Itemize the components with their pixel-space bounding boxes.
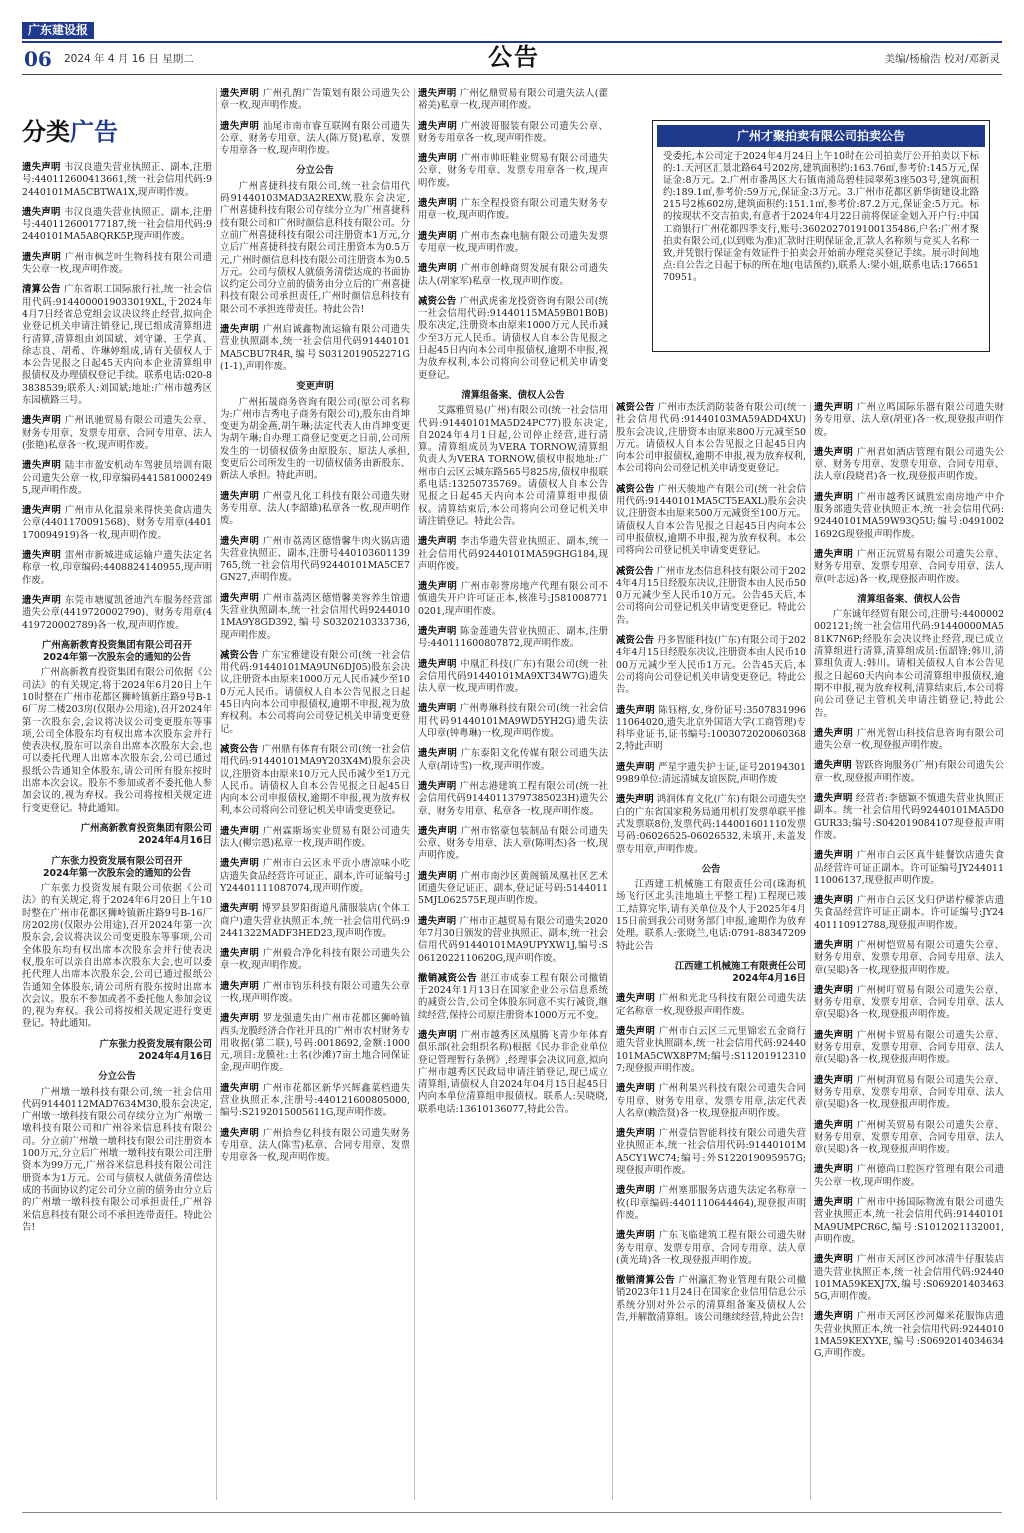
notice-label: 遗失声明: [418, 230, 458, 242]
notice-item: [418, 916, 608, 965]
notice-text: 广州市枫芝叶生物科技有限公司遗失公章一枚,现声明作废。: [22, 251, 212, 276]
notice-item: [814, 850, 1004, 887]
notice-text: 广东诚年经贸有限公司,注册号:4400002002121;统一社会信用代码:91440000MA581K7N6P;经股东会决议终止经营,现已成立清算组进行清算,清算组成员:伍韶锋;韩川,清算组负责人:韩川。请相关债权人自本公告见报之日起60天内向本公司清算组申报债权,逾期不申报,视为放弃权利,清算结束后,本公司将向公司登记主管机关申请注销登记,特此公告。: [814, 609, 1004, 719]
notice-label: 遗失声明: [418, 658, 457, 670]
notice-label: 遗失声明: [220, 1013, 260, 1025]
notice-item: [220, 858, 410, 895]
notice-text: 广州市杰森电脑有限公司遗失发票专用章一枚,现声明作废。: [418, 230, 608, 254]
notice-label: 遗失声明: [814, 1119, 854, 1131]
notice-label: 减资公告: [616, 402, 655, 413]
notice-text: 广州树湃贸易有限公司遗失公章、财务专用章、发票专用章、合同专用章、法人章(吴聪)各一枚,现登报声明作废。: [814, 1074, 1004, 1111]
notice-label: 遗失声明: [220, 88, 260, 99]
notice-item: [220, 948, 410, 973]
notice-label: 遗失声明: [418, 88, 457, 99]
notice-text: 陈钰榕,女,身份证号:350783199611064020,遗失北京外国语大学(工商管理)专科毕业证书,证书编号:10030720200603682,特此声明: [616, 704, 806, 753]
notice-text: 广州市越秀区诚胜宏南房地产中介服务部遗失营业执照正本,统一社会信用代码:92440101MA59W93Q5U;编号:04910021692G现登报声明作废。: [814, 491, 1004, 540]
notice-label: 遗失声明: [418, 625, 457, 637]
notice-label: 遗失声明: [220, 324, 260, 336]
notice-item: [220, 536, 410, 585]
notice-label: 遗失声明: [814, 939, 854, 951]
notice-item: [814, 402, 1004, 439]
notice-item: [814, 609, 1004, 720]
notice-text: 广州粤琳科技有限公司(统一社会信用代码91440101MA9WD5YH2G)遗失法人印章(钟粤琳)一枚,现声明作废。: [418, 703, 608, 740]
notice-heading: 分立公告: [296, 165, 334, 177]
notice-text: 丹多智能科技(广东)有限公司于2024年4月15日经股东决议,注册资本由人民币1000万元减少至人民币1万元。公告45天后,本公司将向公司登记机关申请变更登记。特此公告。: [616, 635, 806, 696]
notice-item: [616, 794, 806, 855]
notice-heading: 公告: [701, 863, 721, 875]
notice-text: 广州市白云区三元里锦宏五金商行遗失营业执照副本,统一社会信用代码:92440101MA5CWX8P7M;编号:S112019123107;现登报声明作废。: [616, 1026, 806, 1074]
column-5: [814, 402, 1004, 1500]
notice-text: 广东张力投资发展有限公司依据《公司法》的有关规定,将于2024年6月20日上午10时整在广州市花都区狮岭镇新庄路9号B-16厂房202房(仅限办公用途),召开2024年第一次股东会,会议将决议公司变更股东等事项,公司全体股东均有权出席本次股东会并行使表决权,股东可以亲自出席本次股东大会,也可以委托代理人出席本次股东会,公司已通过报纸公告通知全体股东,请公司所有股东按时出席本次会议。股东不参加或者不委托他人参加会议的,视为弃权。我公司将按相关规定进行变更登记。特此通知。: [22, 883, 212, 1030]
notice-item: [616, 1230, 806, 1267]
notice-item: [814, 1164, 1004, 1189]
notice-label: 遗失声明: [220, 1127, 260, 1139]
notice-text: 广州立鸣国际乐器有限公司遗失财务专用章、法人章(胡亚)各一枚,现登报声明作废。: [814, 402, 1004, 438]
notice-item: [418, 405, 608, 528]
notice-label: 遗失声明: [814, 402, 854, 413]
notice-label: 遗失声明: [814, 1197, 854, 1209]
notice-item: [418, 781, 608, 818]
notice-label: 遗失声明: [22, 251, 62, 263]
notice-label: 遗失声明: [418, 780, 457, 792]
notice-text: 广州君如酒店管理有限公司遗失公章、财务专用章、发票专用章、合同专用章、法人章(段晓君)各一枚,现登报声明作废。: [814, 446, 1004, 483]
notice-text: 广州和光北马科技有限公司遗失法定名称章一枚,现登报声明作废。: [616, 993, 806, 1017]
notice-text: 广州正沅贸易有限公司遗失公章、财务专用章、发票专用章、合同专用章、法人章(叶志远)各一枚,现登报声明作废。: [814, 548, 1004, 585]
notice-signature: 江西建工机械施工有限责任公司 2024年4月16日: [674, 960, 806, 985]
notice-item: [814, 1197, 1004, 1246]
notice-text: 韦汉良遗失营业执照正、副本,注册号:440112600177187,统一社会信用代码:92440101MA5A8QRK5P,现声明作废。: [22, 206, 212, 243]
notice-item: [616, 705, 806, 754]
classified-heading-b: 广告: [70, 118, 118, 146]
notice-item: [220, 1128, 410, 1165]
notice-item: [220, 88, 410, 113]
notice-label: 减资公告: [616, 483, 655, 495]
notice-item: [616, 879, 806, 953]
notice-label: 遗失声明: [814, 727, 854, 739]
notice-item: [418, 748, 608, 773]
notice-text: 广州市铭豪包装制品有限公司遗失公章、财务专用章、法人章(陈明杰)各一枚,现声明作废。: [418, 825, 608, 862]
notice-item: [814, 1254, 1004, 1303]
notice-label: 遗失声明: [418, 870, 458, 882]
notice-item: [814, 940, 1004, 977]
notice-item: [616, 402, 806, 476]
notice-label: 遗失声明: [616, 794, 654, 806]
notice-item: [418, 88, 608, 113]
notice-heading: 清算组备案、债权人公告: [461, 389, 565, 401]
notice-text: 广州市白云区戈归伊诺柠檬茶店遗失食品经营许可证正副本。许可证编号:JY24401110912788,现登报声明作废。: [814, 895, 1004, 931]
notice-item: [22, 460, 212, 497]
notice-text: 广州武虎雀龙投资咨询有限公司(统一社会信用代码:91440115MA59B01B0B)股东决定,注册资本由原来1000万元人民币减少至3万元人民币。请债权人自本公告见报之日起45日内向本公司申报债权,逾期不申报,视为放弃权利,本公司将向公司登记机关申请变更登记。: [418, 295, 608, 381]
notice-item: [22, 207, 212, 244]
notice-item: [418, 153, 608, 190]
auction-body: 受委托,本公司定于2024年4月24日上午10时在公司拍卖厅公开拍卖以下标的:1.天河区汇景北路64号202房,建筑面积约:163.76㎡,参考价:145万元,保证金:8万元。2.广州市番禺区大石镇南浦岛碧桂园翠苑3座503号,建筑面积约:189.1㎡,参考价:59万元,保证金:3万元。3.广州市花都区新华街建设北路215号2栋602房,建筑面积约:151.1㎡,参考价:87.2万元,保证金:5万元。标的按现状不交吉拍卖,有意者于2024年4月22日前将保证金划入开户行:中国工商银行广州花都四季支行,账号:3602027019100135486,户名:广州才聚拍卖有限公司,(以到账为准)汇款时注明保证金,汇款人名称须与竞买人名称一致,并凭银行保证金有效证件于拍卖会开始前办理竞买登记手续。展示时间地点:自公告之日起于标的所在地(电话预约),联系人:梁小姐,联系电话:17665170951。: [663, 151, 979, 283]
notice-label: 遗失声明: [814, 760, 852, 772]
notice-text: 广州波哥服装有限公司遗失公章、财务专用章各一枚,现声明作废。: [418, 120, 608, 144]
notice-item: [220, 650, 410, 736]
notice-item: [616, 762, 806, 787]
column-divider: [414, 88, 415, 1500]
notice-heading: 分立公告: [98, 1071, 136, 1083]
notice-label: 遗失声明: [616, 1083, 656, 1095]
notice-text: 广州市从化温泉来得快美食店遗失公章(4401170091568)、财务专用章(4401170094919)各一枚,现声明作废。: [22, 505, 212, 541]
notice-item: [616, 1275, 806, 1324]
notice-label: 减资公告: [616, 565, 654, 577]
notice-label: 撤销减资公告: [418, 972, 478, 984]
notice-text: 广州市天河区沙河冰清牛仔服装店遗失营业执照正本,统一社会信用代码:92440101MA59KEXJ7X,编号:S0692014034635G,声明作废。: [814, 1254, 1004, 1303]
notice-item: [22, 667, 212, 815]
notice-text: 广州市荔湾区德惜馨牛肉火锅店遗失营业执照正、副本,注册号440103601139765,统一社会信用代码92440101MA5CE7GN27,声明作废。: [220, 535, 410, 584]
notice-label: 遗失声明: [220, 535, 260, 547]
notice-text: 江西建工机械施工有限责任公司(珠海机场飞行区北头洼地填土平整工程)工程现已竣工,结算完毕,请有关单位及个人于2025年4月15日前到我公司财务部门申报,逾期作为放弃处理。联系人:张晓兰,电话:0791-88347209特此公告: [616, 879, 806, 952]
notice-item: [418, 871, 608, 908]
notice-text: 广州光智山科技信息咨询有限公司遗失公章一枚,现登报声明作废。: [814, 727, 1004, 752]
page-number: 06: [24, 47, 52, 71]
notice-label: 遗失声明: [220, 948, 260, 960]
notice-item: [418, 296, 608, 382]
notice-label: 遗失声明: [616, 1128, 656, 1140]
notice-item: [616, 566, 806, 627]
notice-item: [616, 1185, 806, 1222]
notice-label: 遗失声明: [616, 1185, 656, 1197]
notice-item: [814, 895, 1004, 932]
notice-label: 清算公告: [22, 284, 61, 296]
notice-text: 中凰汇科技(广东)有限公司(统一社会信用代码91440101MA9XT34W7G)遗失法人章一枚,现声明作废。: [418, 658, 608, 695]
notice-item: [814, 492, 1004, 541]
notice-label: 减资公告: [220, 743, 259, 755]
notice-text: 罗龙强遗失由广州市花都区狮岭镇西头龙膜经济合作社开具的广州市农村财务专用收据(第二联),号码:0018692,金额:1000元,项目:龙膜社:土名(沙滩)7亩土地合同保证金,现声明作废。: [220, 1013, 410, 1074]
notice-item: [418, 826, 608, 863]
notice-text: 广州市龙杰信息科技有限公司于2024年4月15日经股东决议,注册资本由人民币500万元减少至人民币10万元。公告45天后,本公司将向公司登记机关申请变更登记。特此公告。: [616, 565, 806, 626]
notice-label: 遗失声明: [22, 415, 62, 427]
notice-label: 遗失声明: [814, 548, 854, 560]
notice-item: [220, 744, 410, 818]
notice-label: 撤销清算公告: [616, 1275, 676, 1287]
notice-label: 遗失声明: [814, 1254, 854, 1266]
notice-item: [418, 263, 608, 288]
notice-item: [418, 581, 608, 618]
notice-label: 遗失声明: [220, 490, 260, 502]
section-title: 公告: [488, 42, 540, 71]
notice-text: 广州市正越贸易有限公司遗失2020年7月30日颁发的营业执照正、副本,统一社会信用代码91440101MA9UPYXW1J,编号:S0612022110620G,现声明作废。: [418, 915, 608, 964]
notice-label: 遗失声明: [418, 703, 457, 715]
column-3: [418, 88, 608, 1500]
notice-text: 广东宝雅建设有限公司(统一社会信用代码:91440101MA9UN6DJ05)股东会决议,注册资本由原来1000万元人民币减少至100万元人民币。请债权人自本公告见报之日起45日内向本公司申报债权,逾期不申报,视为放弃权利。本公司将向公司登记机关申请变更登记。: [220, 649, 410, 735]
column-4: [616, 402, 806, 1500]
notice-label: 遗失声明: [616, 1026, 656, 1038]
notice-text: 广州市白云区真牛蛙餐饮店遗失食品经营许可证正副本。许可证编号JY24401111006137,现登报声明作废。: [814, 850, 1004, 886]
notice-item: [220, 1083, 410, 1120]
notice-label: 减资公告: [616, 635, 654, 647]
notice-text: 广州喜捷科技有限公司,统一社会信用代码91440103MAD3A2REXW,股东会决定,广州喜捷科技有限公司存续分立为广州喜捷科技有限公司和广州时颜信息科技有限公司。分立前广州喜捷科技有限公司注册资本1万元,分立后广州喜捷科技有限公司注册资本为0.5万元,广州时颜信息科技有限公司注册资本为0.5万元。公司与债权人就债务清偿达成的书面协议约定公司分立前的债务由分立后的广州喜捷科技有限公司承担责任,广州时颜信息科技有限公司不承担连带责任。特此公告!: [220, 180, 410, 315]
notice-text: 广州拓晟商务咨询有限公司(原公司名称为:广州市吉秀电子商务有限公司),股东由肖坤变更为胡金燕,胡午琳;法定代表人由肖坤变更为胡午琳;自办理工商登记变更之日前,公司所发生的一切债权债务由原股东、原法人承担,变更后公司所发生的一切债权债务由新股东、新法人承担。特此声明。: [220, 396, 410, 482]
notice-signature: 广东张力投资发展有限公司 2024年4月16日: [99, 1038, 212, 1062]
notice-text: 广州市彰誉房地产代理有限公司不慎遗失开户许可证正本,核准号:J5810087710201,现声明作废。: [418, 581, 608, 617]
notice-label: 遗失声明: [22, 460, 62, 472]
column-1-notices: [22, 162, 212, 1234]
notice-text: 湛江市成泰工程有限公司撤销于2024年1月13日在国家企业公示信息系统的减资公告,公司全体股东同意不实行减资,继续经营,保持公司原注册资本1000万元不变。: [418, 972, 608, 1021]
notice-item: [220, 826, 410, 851]
notice-item: [220, 324, 410, 373]
notice-label: 遗失声明: [814, 850, 854, 862]
notice-label: 遗失声明: [418, 120, 458, 132]
notice-item: [220, 1013, 410, 1074]
notice-label: 遗失声明: [418, 581, 458, 593]
notice-label: 遗失声明: [418, 198, 458, 210]
notice-label: 遗失声明: [814, 984, 854, 996]
notice-text: 广州瀛汇物业管理有限公司撤销2023年11月24日在国家企业信用信息公示系统分别对外公示的清算组备案及债权人公告,并解散清算组。该公司继续经营,特此公告!: [616, 1275, 806, 1323]
notice-item: [418, 1030, 608, 1116]
notice-text: 广州天骏地产有限公司(统一社会信用代码:91440101MA5CT5EAXL)股东会决议,注册资本由原来500万元减资至100万元。请债权人自本公告见报之日起45日内向本公司申报债权,逾期不申报,视为放弃权利。本公司将向公司登记机关申请变更登记。: [616, 483, 806, 557]
notice-item: [616, 993, 806, 1018]
notice-item: [814, 549, 1004, 586]
notice-text: 广州启诚鑫物流运输有限公司遗失营业执照副本,统一社会信用代码91440101MA5CBU7R4R,编号S0312019052271G(1-1),声明作废。: [220, 324, 410, 372]
notice-label: 遗失声明: [616, 1230, 656, 1242]
notice-text: 严星宇遗失护士证,证号201943019989单位:清远清城友谊医院,声明作废: [616, 761, 806, 786]
masthead-tag: 广东建设报: [22, 22, 94, 39]
notice-item: [418, 626, 608, 651]
notice-text: 广州利果兴科技有限公司遗失合同专用章、财务专用章、发票专用章,法定代表人名章(赖浩贤)各一枚,现登报声明作废。: [616, 1083, 806, 1119]
bottom-rule: [22, 1512, 1002, 1513]
notice-heading: 清算组备案、债权人公告: [857, 593, 961, 605]
notice-label: 遗失声明: [814, 491, 854, 503]
notice-heading: 广东张力投资发展有限公司召开 2024年第一次股东会的通知的公告: [43, 855, 191, 879]
notice-text: 广州市花都区新华兴辉鑫菜档遗失营业执照正本,注册号:440121600805000,编号:S2192015005611G,现声明作废。: [220, 1082, 410, 1119]
notice-label: 遗失声明: [814, 1164, 854, 1176]
notice-label: 遗失声明: [814, 793, 853, 805]
notice-item: [418, 198, 608, 223]
notice-label: 减资公告: [220, 649, 259, 661]
notice-text: 汕尾市南市睿互联网有限公司遗失公章、财务专用章、法人(陈万贤)私章、发票专用章各一枚,现声明作废。: [220, 120, 410, 157]
notice-text: 广州市中扬国际物流有限公司遗失营业执照正本,统一社会信用代码:91440101MA9UMPCR6C,编号:S1012021132001,声明作废。: [814, 1197, 1004, 1245]
notice-item: [22, 162, 212, 199]
notice-text: 鸿润体育文化(广东)有限公司遗失空白的广东省国家税务局通用机打发票单联平推式发票联8份,发票代码:144001601110发票号码:06026525-06026532,未填开,未盖发票专用章,声明作废。: [616, 794, 806, 855]
notice-label: 减资公告: [418, 295, 457, 307]
notice-label: 遗失声明: [220, 592, 260, 604]
notice-label: 遗失声明: [22, 594, 62, 606]
notice-text: 雷州市新城进成运输户遗失法定名称章一枚,印章编码:4408824140955,现声明作废。: [22, 550, 212, 586]
notice-label: 遗失声明: [22, 505, 62, 517]
notice-item: [418, 121, 608, 146]
notice-text: 广州市天河区沙河爆米花服饰店遗失营业执照正本,统一社会信用代码:92440101MA59KEXYXE,编号:S0692014034634G,声明作废。: [814, 1311, 1004, 1360]
notice-text: 广州树卡贸易有限公司遗失公章、财务专用章、发票专用章、合同专用章、法人章(吴聪)各一枚,现登报声明作废。: [814, 1029, 1004, 1066]
notice-text: 广东全程投资有限公司遗失财务专用章一枚,现声明作废。: [418, 198, 608, 222]
column-2: [220, 88, 410, 1500]
notice-item: [814, 447, 1004, 484]
notice-text: 广州讯驰贸易有限公司遗失公章、财务专用章、发票专用章、合同专用章、法人(张艳)私章各一枚,现声明作废。: [22, 415, 212, 451]
notice-text: 广州高新教育投资集团有限公司依据《公司法》的有关规定,将于2024年6月20日上午10时整在广州市花都区狮岭镇新庄路9号B-16厂房二楼203房(仅限办公用途),召开2024年第一次股东会,会议将决议公司变更股东等事项,公司全体股东均有权出席本次股东会并行使表决权,股东可以亲自出席本次股东大会,也可以委托代理人出席本次股东会,公司已通过报纸公告通知全体股东,请公司所有股东按时出席本次会议。股东不参加或者不委托他人参加会议的,视为弃权。我公司将按相关规定进行变更登记。特此通知。: [22, 667, 212, 814]
notice-label: 遗失声明: [616, 704, 656, 716]
notice-text: 广州树芙贸易有限公司遗失公章、财务专用章、发票专用章、合同专用章、法人章(吴聪)各一枚,现登报声明作废。: [814, 1119, 1004, 1156]
notice-text: 广州树叮贸易有限公司遗失公章、财务专用章、发票专用章、合同专用章、法人章(吴聪)各一枚,现登报声明作废。: [814, 984, 1004, 1021]
notice-label: 遗失声明: [220, 903, 259, 915]
notice-label: 遗失声明: [616, 993, 656, 1005]
notice-text: 广州市帅旺鞋业贸易有限公司遗失公章、财务专用章、发票专用章各一枚,现声明作废。: [418, 153, 608, 189]
notice-text: 广州市创峰商贸发展有限公司遗失法人(胡家军)私章一枚,现声明作废。: [418, 263, 608, 287]
notice-item: [616, 1128, 806, 1177]
issue-date: 2024 年 4 月 16 日 星期二: [64, 53, 194, 65]
notice-label: 遗失声明: [22, 550, 62, 562]
notice-item: [22, 595, 212, 632]
notice-item: [220, 121, 410, 158]
notice-item: [418, 973, 608, 1022]
notice-text: 韦汉良遗失营业执照正、副本,注册号:440112600413661,统一社会信用代码:92440101MA5CBTWA1X,现声明作废。: [22, 162, 212, 198]
notice-item: [220, 397, 410, 483]
notice-text: 广州拾叁亿科技有限公司遗失财务专用章、法人(陈雪)私章、合同专用章、发票专用章各一枚,现声明作废。: [220, 1127, 410, 1164]
notice-label: 遗失声明: [220, 980, 260, 992]
notice-label: 遗失声明: [220, 120, 260, 132]
notice-label: 遗失声明: [22, 162, 61, 173]
notice-item: [814, 1120, 1004, 1157]
notice-text: 经营者:李德颖不慎遗失营业执照正副本。统一社会信用代码92440101MA5D0GUR33;编号:S042019084107现登报声明作废。: [814, 793, 1004, 841]
column-divider: [810, 402, 811, 1500]
notice-text: 东莞市塘厦凯爸迪汽车服务经营部遗失公章(4419720002790)、财务专用章(4419720002789)各一枚,现声明作废。: [22, 594, 212, 631]
notice-item: [220, 593, 410, 642]
notice-text: 广州壹凡化工科技有限公司遗失财务专用章、法人(李韶雄)私章各一枚,现声明作废。: [220, 490, 410, 527]
notice-item: [22, 1087, 212, 1235]
notice-text: 广州毅合净化科技有限公司遗失公章一枚,现声明作废。: [220, 948, 410, 972]
notice-item: [814, 760, 1004, 785]
notice-item: [22, 883, 212, 1031]
notice-item: [616, 1026, 806, 1075]
notice-item: [814, 793, 1004, 842]
notice-label: 遗失声明: [220, 825, 260, 837]
notice-text: 广州树恺贸易有限公司遗失公章、财务专用章、发票专用章、合同专用章、法人章(吴聪)各一枚,现登报声明作废。: [814, 939, 1004, 976]
notice-item: [22, 505, 212, 542]
notice-label: 遗失声明: [22, 206, 61, 218]
notice-label: 遗失声明: [418, 263, 458, 275]
notice-text: 广州市杰沃消防装备有限公司(统一社会信用代码:91440103MA59ADD4XU)股东会决议,注册资本由原来800万元减至50万元。请债权人自本公告见报之日起45日内向本公司申报债权,逾期不申报,视为放弃权利,本公司将向公司登记机关申请变更登记。: [616, 402, 806, 475]
notice-item: [616, 484, 806, 558]
notice-text: 陆丰市盈安机动车驾驶员培训有限公司遗失公章一枚,印章编码4415810002495,现声明作废。: [22, 460, 212, 496]
notice-item: [22, 550, 212, 587]
notice-text: 艾露雅贸易(广州)有限公司(统一社会信用代码:91440101MA5D24PC77)股东决定,自2024年4月1日起,公司停止经营,进行清算。清算组成员为VERA TORNOW,清算组负责人为VERA TORNOW,债权申报地址:广州市白云区云城东路565号825房,债权申报联系电话:13250735769。请债权人自本公告见报之日起45天内向本公司清算组申报债权。清算结束后,本公司将向公司登记机关申请注销登记。特此公告。: [418, 405, 608, 527]
notice-item: [418, 231, 608, 256]
notice-label: 遗失声明: [616, 761, 655, 773]
notice-item: [814, 985, 1004, 1022]
notice-text: 博罗县罗阳街道凡蒲服装店(个体工商户)遗失营业执照正本,统一社会信用代码:92441322MADF3HED23,现声明作废。: [220, 903, 410, 939]
notice-label: 遗失声明: [418, 153, 458, 165]
notice-item: [814, 1030, 1004, 1067]
notice-item: [814, 1075, 1004, 1112]
notice-text: 广东飞临建筑工程有限公司遗失财务专用章、发票专用章、合同专用章、法人章(黄光琦)各一枚,现登报声明作废。: [616, 1230, 806, 1266]
notice-item: [616, 1083, 806, 1120]
notice-item: [22, 415, 212, 452]
notice-text: 广州墩一墩科技有限公司,统一社会信用代码91440112MAD7634M30,股东会决定,广州墩一墩科技有限公司存续分立为广州墩一墩科技有限公司和广州谷米信息科技有限公司。分立前广州墩一墩科技有限公司注册资本100万元,分立后广州墩一墩科技有限公司注册资本为99万元,广州谷米信息科技有限公司注册资本为1万元。公司与债权人就债务清偿达成的书面协议约定公司分立前的债务由分立后的广州墩一墩科技有限公司承担责任,广州谷米信息科技有限公司不承担连带责任。特此公告!: [22, 1086, 212, 1233]
notice-text: 广州孔鹊广告策划有限公司遗失公章一枚,现声明作废。: [220, 88, 410, 112]
column-1: [22, 88, 212, 1500]
notice-item: [220, 903, 410, 940]
notice-label: 遗失声明: [814, 1074, 854, 1086]
classified-heading-a: 分类: [22, 118, 70, 146]
notice-item: [418, 536, 608, 573]
notice-label: 遗失声明: [418, 825, 458, 837]
notice-text: 广州市南沙区黄阁镇凤凰社区艺术团遗失登记证正、副本,登记证号码:51440115MJL062575F,现声明作废。: [418, 870, 608, 907]
notice-text: 广州市钧乐科技有限公司遗失公章一枚,现声明作废。: [220, 980, 410, 1004]
notice-label: 遗失声明: [220, 1082, 260, 1094]
notice-text: 广州壹信智能科技有限公司遗失营业执照正本,统一社会信用代码:91440101MA5CY1WC74;编号:外S122019095957G;现登报声明作废。: [616, 1128, 806, 1177]
notice-item: [616, 635, 806, 696]
notice-heading: 变更声明: [296, 381, 334, 393]
notice-text: 广州鼎有体育有限公司(统一社会信用代码:91440101MA9Y203X4M)股东会决议,注册资本由原来10万元人民币减少至1万元人民币。请债权人自本公告见报之日起45日内向本公司申报债权,逾期不申报,视为放弃权利,本公司将向公司登记机关申请变更登记。: [220, 743, 410, 817]
notice-item: [814, 728, 1004, 753]
notice-text: 陈金莲遗失营业执照正、副本,注册号:440111600807872,现声明作废。: [418, 625, 608, 650]
notice-text: 广州志港建筑工程有限公司(统一社会信用代码91440113797385023H)遗失公章、财务专用章、私章各一枚,现声明作废。: [418, 780, 608, 817]
notice-text: 广东省职工国际旅行社,统一社会信用代码:9144000019033019XL,于2024年4月7日经省总党组会议决议终止经营,拟向企业登记机关申请注销登记,现已组成清算组进行清算,清算组由刘国斌、刘守谦、王学真、徐志良、胡希、许琳婷组成,请有关债权人于本公告见报之日起45天内向本企业清算组申报债权及办理债权登记手续。联系电话:020-83838539;联系人:刘国斌;地址:广州市越秀区东园横路三号。: [22, 284, 212, 407]
notice-item: [220, 491, 410, 528]
notice-text: 广州亿鼎贸易有限公司遗失法人(藿裕美)私章一枚,现声明作废。: [418, 88, 608, 112]
notice-label: 遗失声明: [220, 858, 260, 870]
notice-text: 广州霖斯场实业贸易有限公司遗失法人(柳宗恩)私章一枚,现声明作废。: [220, 825, 410, 850]
notice-text: 广东泰阳文化传媒有限公司遗失法人章(胡诗雪)一枚,现声明作废。: [418, 748, 608, 772]
notice-label: 遗失声明: [418, 748, 458, 760]
notice-text: 广州德尚口腔医疗管理有限公司遗失公章一枚,现声明作废。: [814, 1164, 1004, 1188]
column-divider: [612, 402, 613, 1500]
notice-label: 遗失声明: [814, 446, 854, 458]
notice-signature: 广州高新教育投资集团有限公司 2024年4月16日: [80, 822, 212, 847]
notice-item: [22, 252, 212, 277]
notice-label: 遗失声明: [418, 915, 457, 927]
notice-text: 李击华遗失营业执照正、副本,统一社会信用代码92440101MA59GHG184,现声明作废。: [418, 536, 608, 572]
header-rule: [22, 74, 1002, 75]
notice-text: 智跃咨询服务(广州)有限公司遗失公章一枚,现登报声明作废。: [814, 760, 1004, 784]
classified-heading: [22, 116, 212, 146]
auction-notice-box: [652, 120, 990, 352]
notice-text: 广州市越秀区凤凰腾飞青少年体育俱乐部(社会组织名称)根据《民办非企业单位登记管理暂行条例》,经理事会决议同意,拟向广州市越秀区民政局申请注销登记,现已成立清算组,请债权人自2024年04月15日起45日内向本单位清算组申报债权。联系人:吴晓晓,联系电话:13610136077,特此公告。: [418, 1030, 608, 1115]
notice-item: [418, 703, 608, 740]
notice-item: [814, 1311, 1004, 1360]
notice-text: 广州塞那服务店遗失法定名称章一枚(印章编码:4401110644464),现登报声明作废。: [616, 1185, 806, 1221]
column-divider: [216, 88, 217, 1500]
notice-label: 遗失声明: [418, 536, 457, 548]
auction-title: 广州才聚拍卖有限公司拍卖公告: [657, 125, 985, 147]
notice-text: 广州市荔湾区德惜馨美容养生馆遗失营业执照副本,统一社会信用代码92440101MA9Y8GD392,编号S0320210333736,现声明作废。: [220, 592, 410, 641]
notice-text: 广州市白云区永平贡小唐凉味小吃店遗失食品经营许可证正、副本,许可证编号:JY24401111087074,现声明作废。: [220, 858, 410, 894]
notice-heading: 广州高新教育投资集团有限公司召开 2024年第一次股东会的通知的公告: [41, 639, 192, 664]
notice-item: [22, 284, 212, 407]
notice-item: [220, 981, 410, 1006]
notice-label: 遗失声明: [814, 1029, 854, 1041]
notice-label: 遗失声明: [418, 1030, 458, 1041]
notice-item: [418, 659, 608, 696]
notice-item: [220, 181, 410, 316]
editors-credit: 美编/杨榆浩 校对/邓新灵: [884, 53, 1000, 65]
notice-label: 遗失声明: [814, 895, 854, 907]
notice-label: 遗失声明: [814, 1311, 854, 1323]
